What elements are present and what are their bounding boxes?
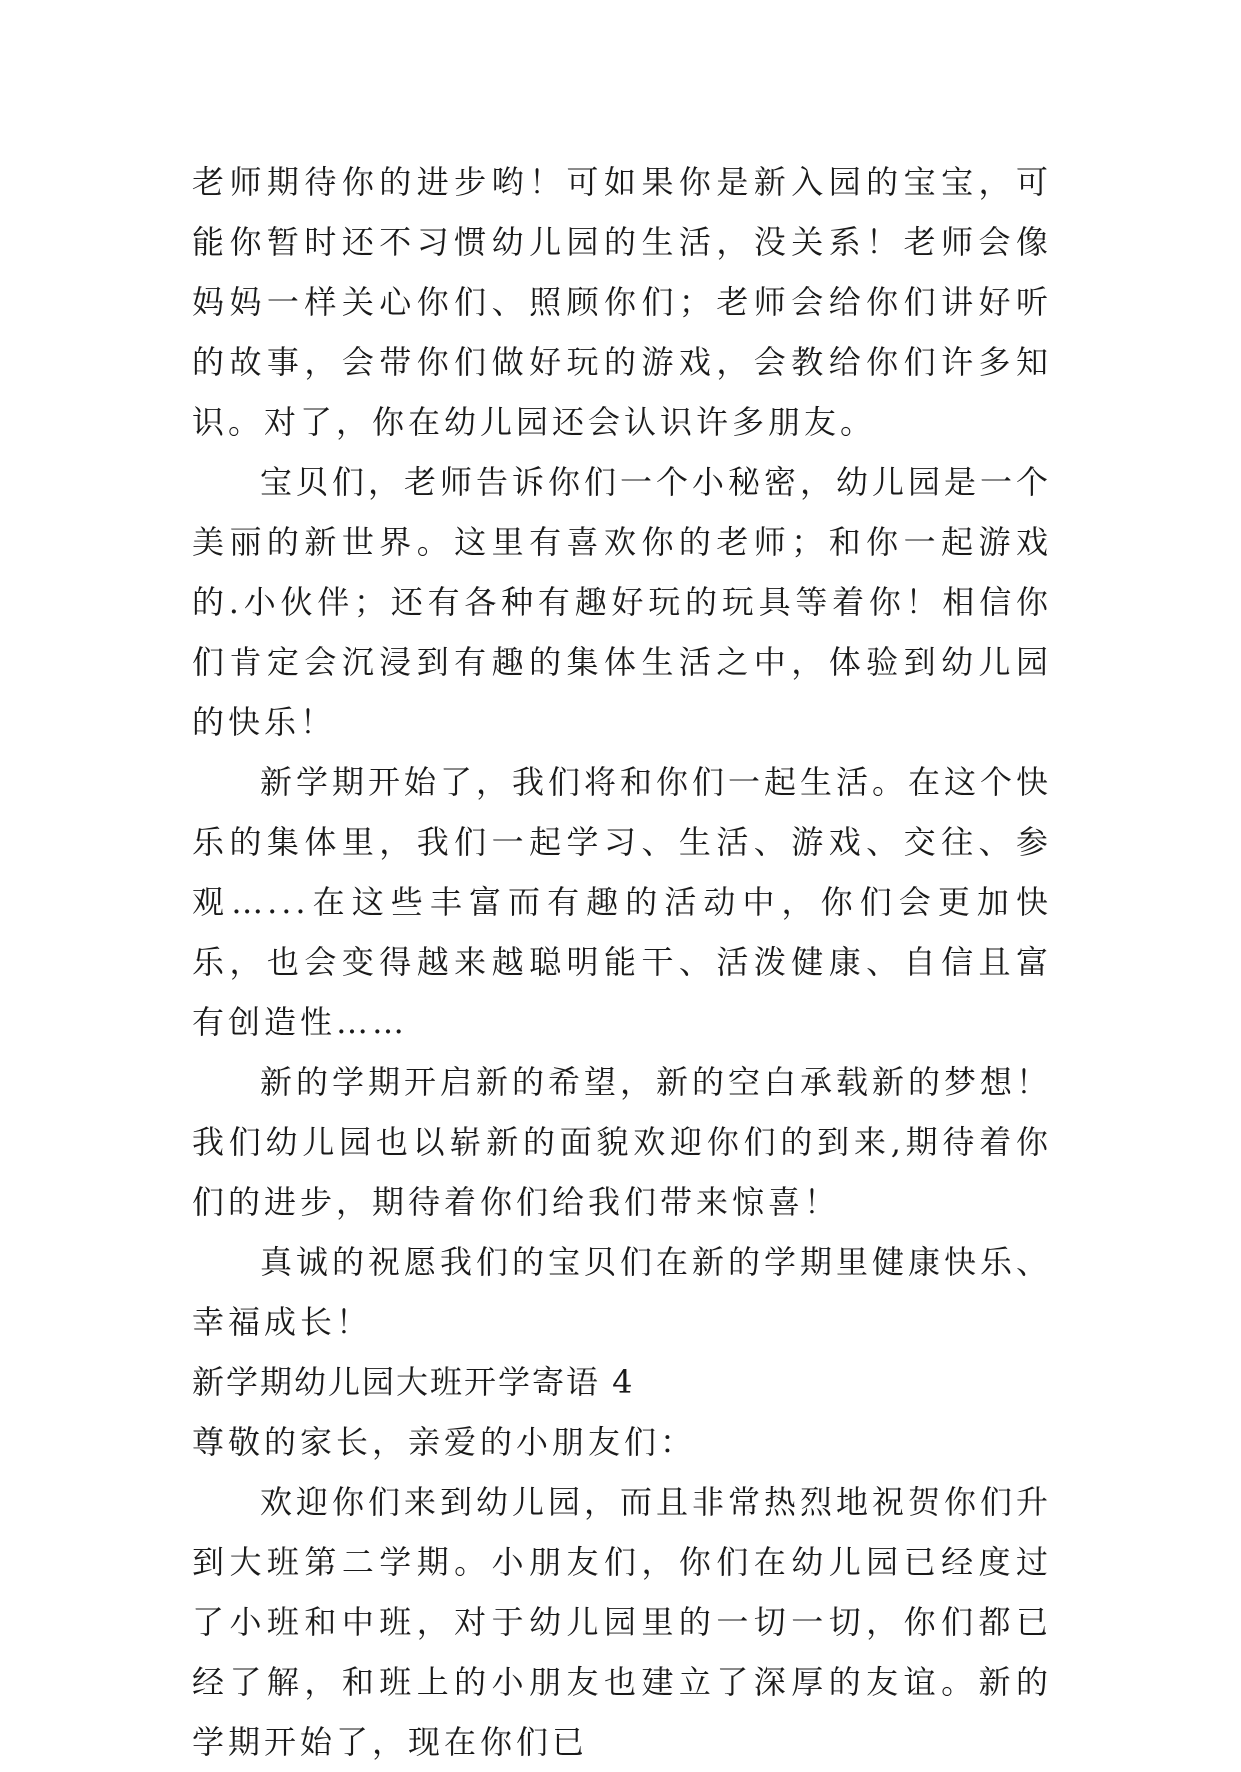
paragraph-2: 宝贝们，老师告诉你们一个小秘密，幼儿园是一个美丽的新世界。这里有喜欢你的老师；和你一起游戏的.小伙伴；还有各种有趣好玩的玩具等着你！相信你们肯定会沉浸到有趣的集体生活之中，体验到幼儿园的快乐！ bbox=[192, 463, 1053, 741]
paragraph-3: 新学期开始了，我们将和你们一起生活。在这个快乐的集体里，我们一起学习、生活、游戏、交往、参观…...在这些丰富而有趣的活动中，你们会更加快乐，也会变得越来越聪明能干、活泼健康、自信且富有创造性…… bbox=[192, 763, 1053, 1041]
section-title: 新学期幼儿园大班开学寄语 4 bbox=[192, 1363, 635, 1401]
paragraph-1: 老师期待你的进步哟！可如果你是新入园的宝宝，可能你暂时还不习惯幼儿园的生活，没关系！老师会像妈妈一样关心你们、照顾你们；老师会给你们讲好听的故事，会带你们做好玩的游戏，会教给你们许多知识。对了，你在幼儿园还会认识许多朋友。 bbox=[192, 163, 1052, 441]
paragraph-4: 新的学期开启新的希望，新的空白承载新的梦想！我们幼儿园也以崭新的面貌欢迎你们的到来,期待着你们的进步，期待着你们给我们带来惊喜！ bbox=[192, 1063, 1053, 1221]
salutation: 尊敬的家长，亲爱的小朋友们： bbox=[192, 1423, 697, 1461]
paragraph-5: 真诚的祝愿我们的宝贝们在新的学期里健康快乐、幸福成长！ bbox=[192, 1243, 1053, 1341]
paragraph-6: 欢迎你们来到幼儿园，而且非常热烈地祝贺你们升到大班第二学期。小朋友们，你们在幼儿园已经度过了小班和中班，对于幼儿园里的一切一切，你们都已经了解，和班上的小朋友也建立了深厚的友谊。新的学期开始了，现在你们已 bbox=[192, 1483, 1053, 1761]
document-page bbox=[192, 152, 1052, 1772]
